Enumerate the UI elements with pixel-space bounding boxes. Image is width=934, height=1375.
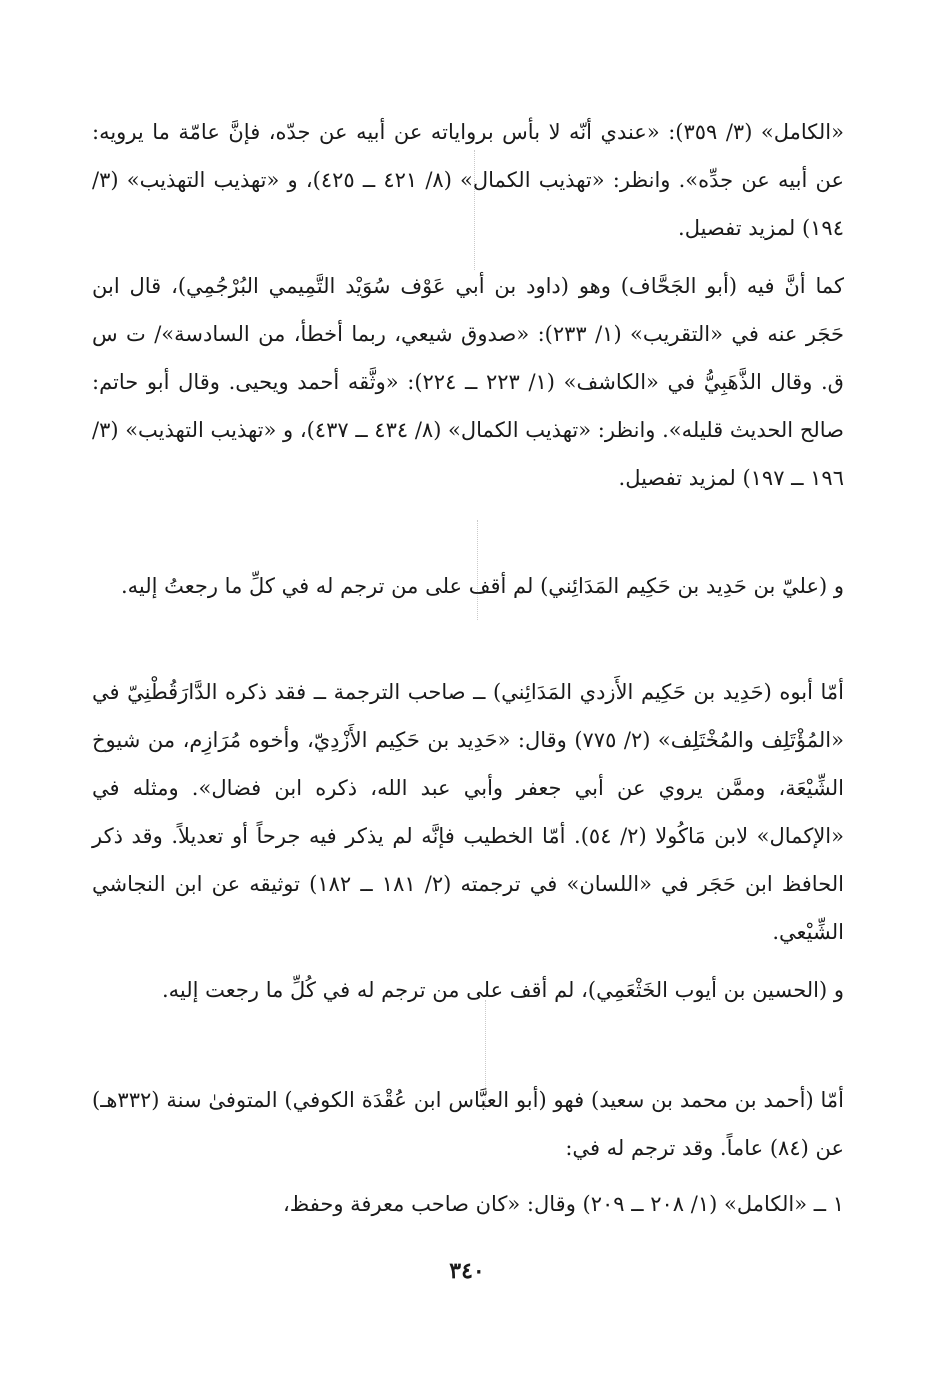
paragraph-2: كما أنَّ فيه (أبو الجَحَّاف) وهو (داود بن أبي عَوْف سُوَيْد التَّمِيمي البُرْجُمِي)، قال ابن حَجَر عنه في «التقريب» (١/ ٢٣٣): «صدوق شيعي، ربما أخطأ، من السادسة»/ ت س ق. وقال الذَّهَبِيُّ في «الكاشف» (١/ ٢٢٣ ــ ٢٢٤): «وثَّقه أحمد ويحيى. وقال أبو حاتم: صالح الحديث قليله». وانظر: «تهذيب الكمال» (٨/ ٤٣٤ ــ ٤٣٧)، و «تهذيب التهذيب» (٣/ ١٩٦ ــ ١٩٧) لمزيد تفصيل. <box>91 274 844 490</box>
paragraph-5: و (الحسين بن أيوب الخَثْعَمِي)، لم أقف على من ترجم له في كُلِّ ما رجعت إليه. <box>161 978 844 1002</box>
paragraph-6: أمّا (أحمد بن محمد بن سعيد) فهو (أبو العبَّاس ابن عُقْدَة الكوفي) المتوفىٰ سنة (٣٣٢هـ) عن (٨٤) عاماً. وقد ترجم له في: <box>92 1088 844 1160</box>
paragraph-7: ١ ــ «الكامل» (١/ ٢٠٨ ــ ٢٠٩) وقال: «كان صاحب معرفة وحفظ، <box>283 1192 844 1216</box>
paragraph-1: «الكامل» (٣/ ٣٥٩): «عندي أنّه لا بأس برواياته عن أبيه عن جدّه، فإنَّ عامّة ما يرويه: عن أبيه عن جدِّه». وانظر: «تهذيب الكمال» (٨/ ٤٢١ ــ ٤٢٥)، و «تهذيب التهذيب» (٣/ ١٩٤) لمزيد تفصيل. <box>92 120 844 240</box>
page-number: ٣٤٠ <box>449 1258 485 1284</box>
paragraph-3: و (عليّ بن حَدِيد بن حَكِيم المَدَائِني) لم أقف على من ترجم له في كلِّ ما رجعتُ إليه. <box>120 574 844 598</box>
paragraph-4: أمّا أبوه (حَدِيد بن حَكِيم الأَزدي المَدَائِني) ــ صاحب الترجمة ــ فقد ذكره الدَّارَقُطْنِيّ في «المُؤْتَلِف والمُخْتَلِف» (٢/ ٧٧٥) وقال: «حَدِيد بن حَكِيم الأَزْدِيّ، وأخوه مُرَازِم، من شيوخ الشِّيْعَة، وممَّن يروي عن أبي جعفر وأبي عبد الله، ذكره ابن فضال». ومثله في «الإكمال» لابن مَاكُولا (٢/ ٥٤). أمّا الخطيب فإنَّه لم يذكر فيه جرحاً أو تعديلاً. وقد ذكر الحافظ ابن حَجَر في «اللسان» في ترجمته (٢/ ١٨١ ــ ١٨٢) توثيقه عن ابن النجاشي الشِّيْعي. <box>92 680 844 944</box>
